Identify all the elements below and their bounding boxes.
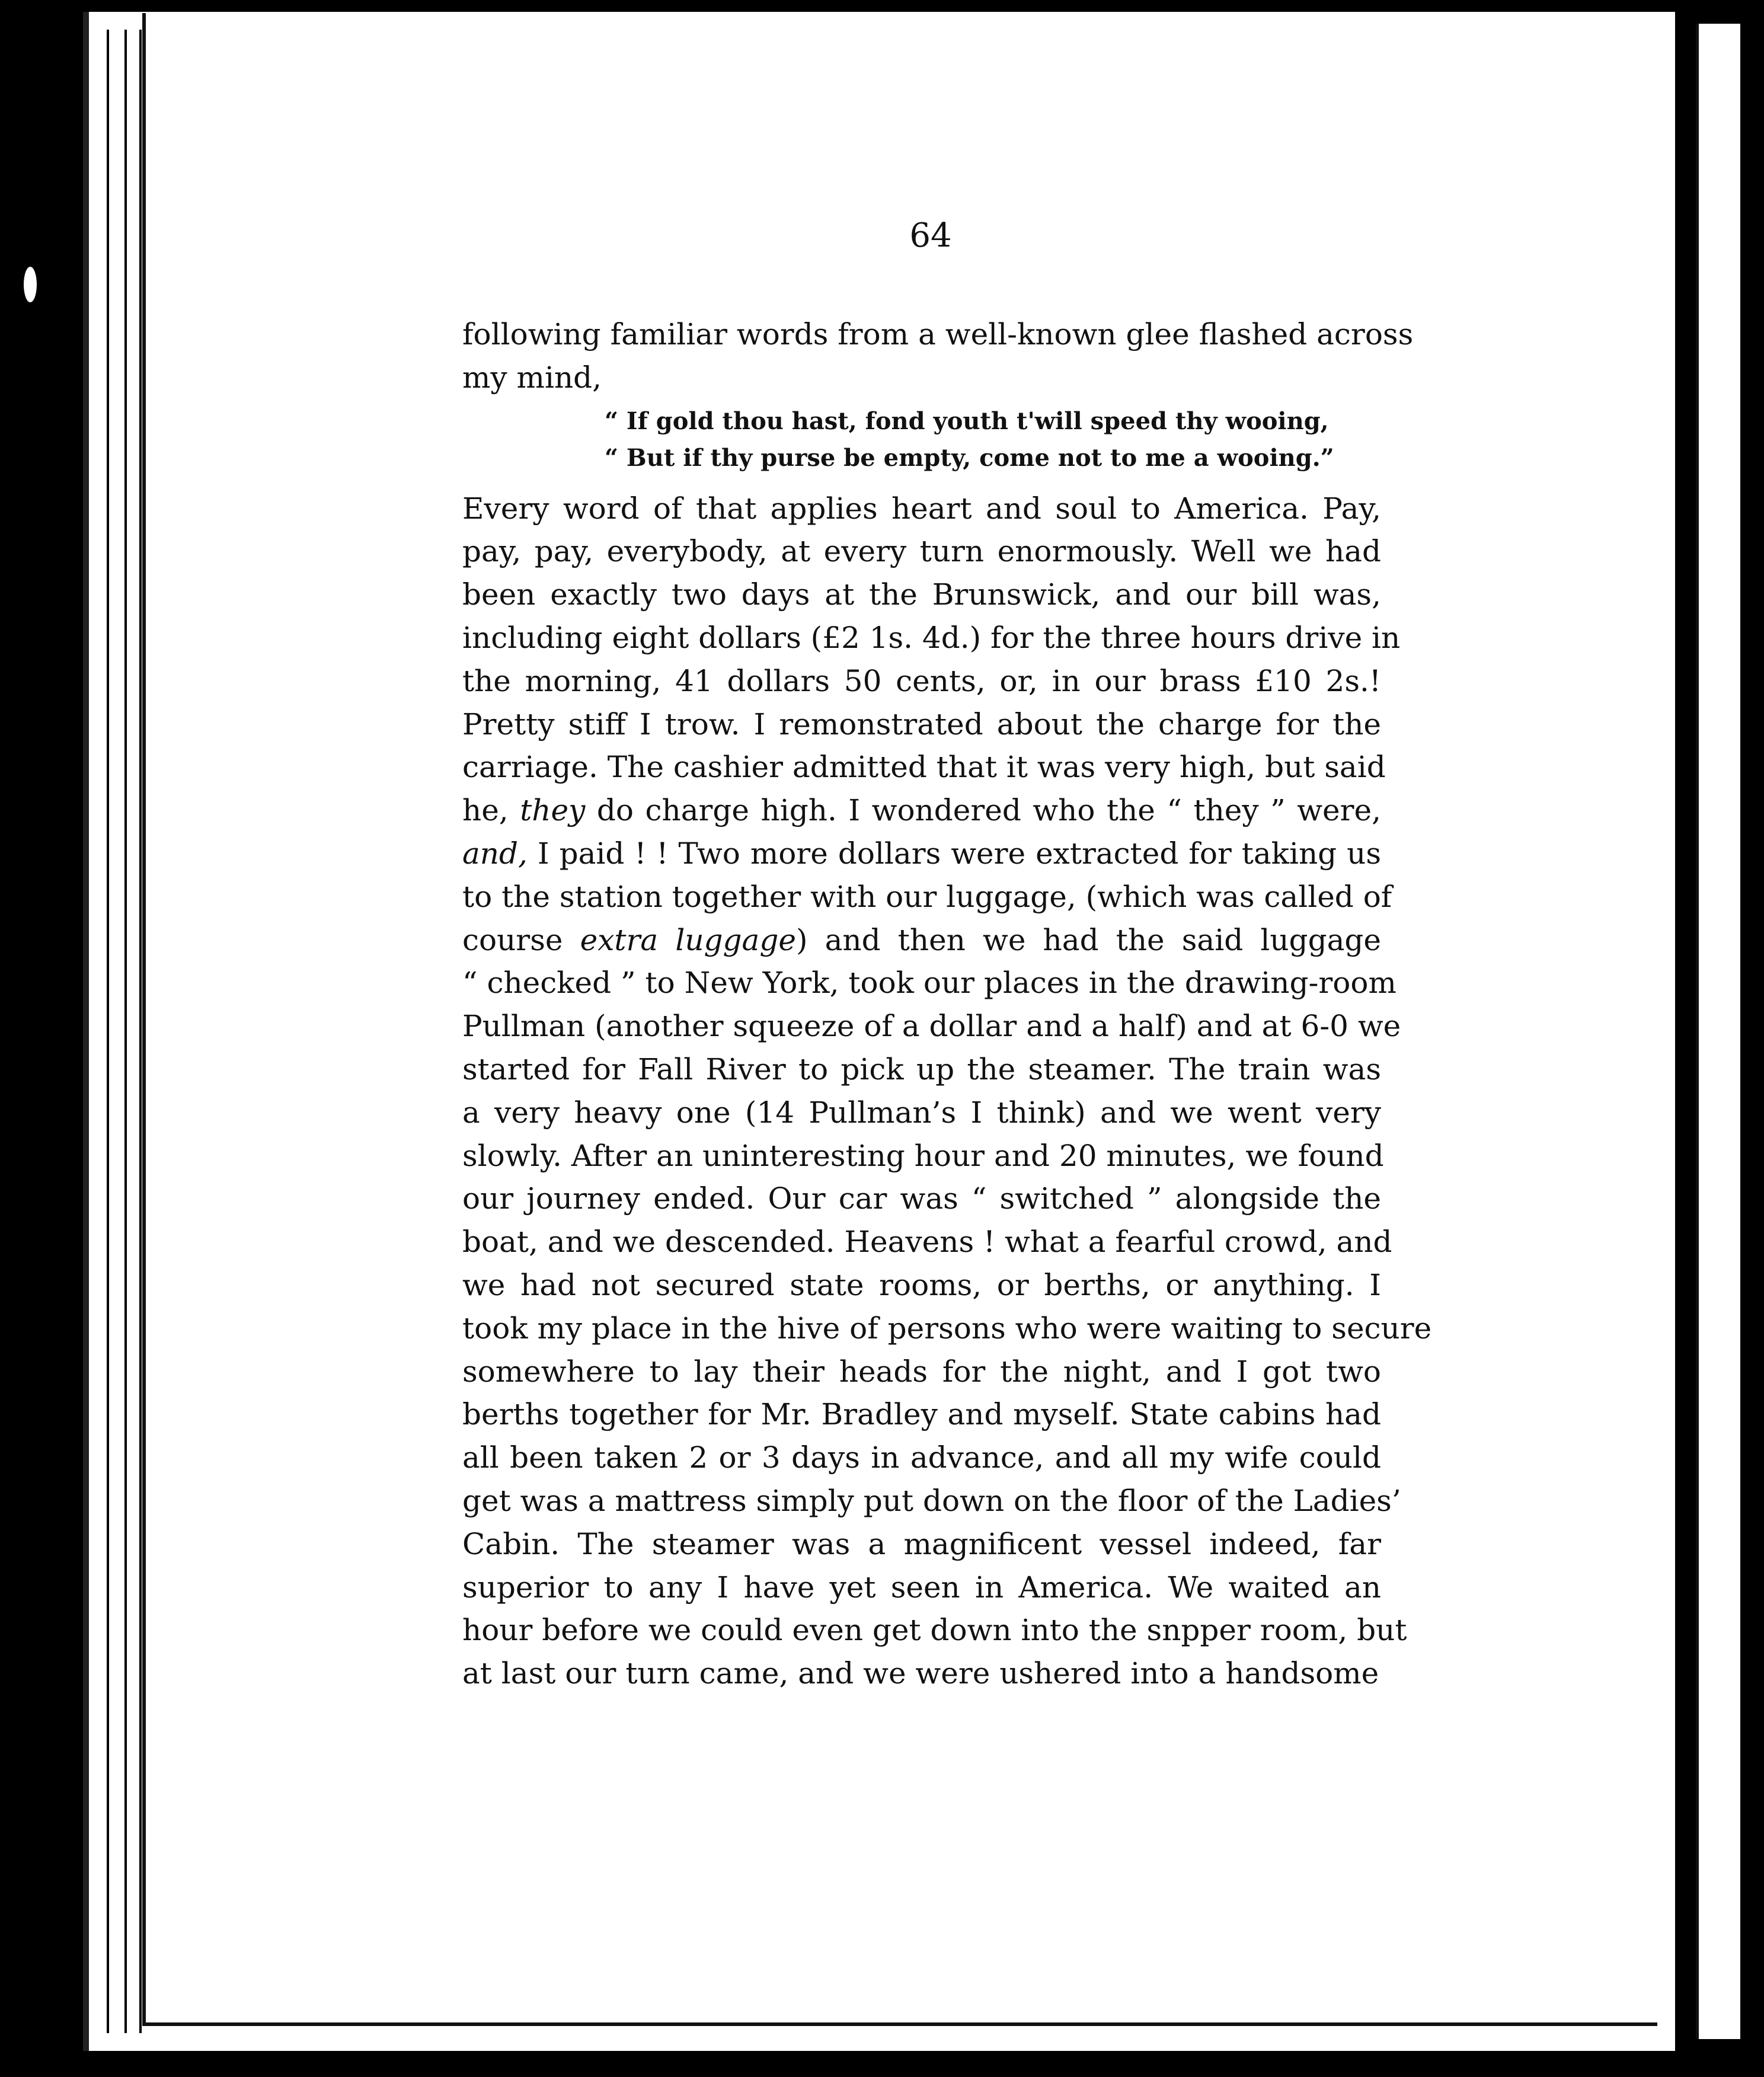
text-line [462,1005,1401,1048]
verse-quote [462,403,1381,477]
text-segment: to the station together with our luggage, (which was called of [462,879,1392,914]
text-line [462,616,1401,660]
page-number: 64 [909,216,952,255]
text-segment: slowly. After an uninteresting hour and 20 minutes, we found [462,1138,1384,1173]
text-segment: pay, pay, everybody, at every turn enormously. Well we had [462,534,1381,569]
quote-line: “ But if thy purse be empty, come not to me a wooing.” [605,443,1334,472]
text-segment: berths together for Mr. Bradley and myself. State cabins had [462,1397,1381,1432]
text-segment: get was a mattress simply put down on the floor of the Ladies’ [462,1483,1401,1518]
text-segment: carriage. The cashier admitted that it was very high, but said [462,750,1386,785]
text-line [462,703,1381,746]
text-line: following familiar words from a well-known glee flashed across [462,317,1414,352]
text-segment: somewhere to lay their heads for the night, and I got two [462,1354,1381,1389]
text-segment: I paid ! ! Two more dollars were extracted for taking us [527,836,1381,871]
text-segment: he, [462,793,520,828]
text-segment: “ checked ” to New York, took our places in the drawing-room [462,966,1396,1001]
paragraph-intro [462,313,1414,400]
text-line: my mind, [462,360,602,395]
italic-segment: they [520,793,586,828]
text-segment: Cabin. The steamer was a magnificent vessel indeed, far [462,1526,1381,1561]
text-segment: been exactly two days at the Brunswick, and our bill was, [462,577,1381,612]
text-line [462,1652,1381,1695]
text-line [462,1436,1381,1480]
text-line [462,919,1381,962]
text-line [462,1350,1381,1394]
text-segment: course [462,922,580,957]
text-segment: started for Fall River to pick up the steamer. The train was [462,1052,1381,1087]
text-segment: hour before we could even get down into the snpper room, but [462,1613,1407,1648]
text-segment: ) and then we had the said luggage [795,922,1381,957]
text-line [462,1523,1381,1566]
text-line [462,961,1396,1005]
spine-mark [24,267,37,302]
text-line [462,832,1381,875]
text-line [462,1220,1392,1264]
text-segment: superior to any I have yet seen in America. We waited an [462,1570,1381,1605]
page-text [462,313,1432,1695]
italic-segment: and, [462,836,528,871]
text-segment: we had not secured state rooms, or berths, or anything. I [462,1267,1381,1302]
text-line [462,746,1386,789]
text-line [462,530,1381,573]
text-line [462,1264,1381,1307]
text-line [462,1609,1407,1652]
text-line [462,1048,1381,1091]
text-line [462,1307,1432,1350]
text-line [462,1091,1381,1135]
page-edge-line [139,30,142,2033]
text-segment: took my place in the hive of persons who were waiting to secure [462,1311,1432,1346]
text-line [462,1480,1401,1523]
paragraph-main [462,487,1432,1695]
italic-segment: extra luggage [580,922,796,957]
page-edge-line [107,30,109,2033]
text-segment: all been taken 2 or 3 days in advance, and all my wife could [462,1440,1381,1475]
right-book-edge [1675,0,1764,2077]
text-line [462,1177,1381,1220]
text-line [462,487,1381,531]
text-line [462,1393,1381,1436]
next-page-edge [1696,24,1740,2039]
text-segment: Pretty stiff I trow. I remonstrated about the charge for the [462,707,1381,742]
text-segment: a very heavy one (14 Pullman’s I think) and we went very [462,1095,1381,1130]
text-line [462,660,1381,703]
text-line [462,1135,1384,1178]
quote-line: “ If gold thou hast, fond youth t'will speed thy wooing, [605,407,1329,435]
text-line [462,1566,1381,1609]
text-segment: do charge high. I wondered who the “ they ” were, [585,793,1381,828]
text-segment: Pullman (another squeeze of a dollar and a half) and at 6-0 we [462,1009,1401,1044]
text-segment: Every word of that applies heart and soul to America. Pay, [462,491,1381,526]
text-line [462,573,1381,616]
page-edge-line [124,30,127,2033]
text-segment: the morning, 41 dollars 50 cents, or, in our brass £10 2s.! [462,663,1381,698]
text-line [462,789,1381,832]
text-line [462,875,1392,919]
text-segment: boat, and we descended. Heavens ! what a fearful crowd, and [462,1225,1392,1260]
text-segment: including eight dollars (£2 1s. 4d.) for the three hours drive in [462,620,1401,655]
text-segment: at last our turn came, and we were ushered into a handsome [462,1656,1379,1691]
text-segment: our journey ended. Our car was “ switched ” alongside the [462,1181,1381,1216]
